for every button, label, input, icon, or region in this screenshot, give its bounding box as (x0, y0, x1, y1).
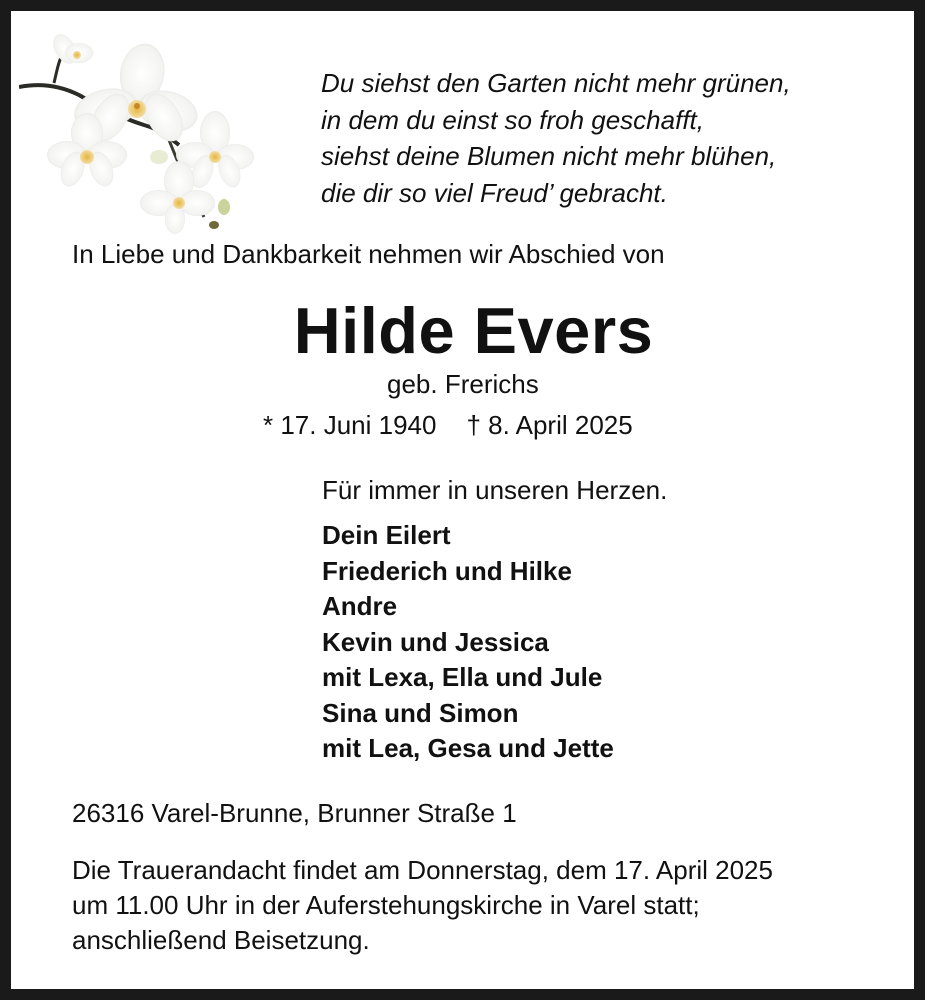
service-line: um 11.00 Uhr in der Auferstehungskirche in Varel statt; (72, 890, 700, 920)
family-member: Andre (322, 591, 398, 621)
deceased-name: Hilde Evers (293, 294, 654, 367)
birth-date: * 17. Juni 1940 (263, 410, 437, 440)
family-member: Kevin und Jessica (322, 626, 549, 657)
maiden-name: geb. Frerichs (387, 369, 539, 399)
family-member: mit Lexa, Ella und Jule (322, 662, 603, 692)
intro-text: In Liebe und Dankbarkeit nehmen wir Abschied von (72, 239, 665, 269)
family-member: Dein Eilert (322, 520, 451, 550)
orchid-branch-image (19, 25, 259, 235)
poem-line: die dir so viel Freud’ gebracht. (321, 177, 668, 208)
address: 26316 Varel-Brunne, Brunner Straße 1 (72, 798, 517, 828)
family-member: Sina und Simon (322, 697, 519, 728)
family-member: Friederich und Hilke (322, 555, 572, 586)
death-date: † 8. April 2025 (466, 410, 633, 440)
service-line: Die Trauerandacht findet am Donnerstag, dem 17. April 2025 (72, 855, 773, 885)
service-info (72, 853, 773, 958)
poem-line: Du siehst den Garten nicht mehr grünen, (321, 68, 791, 98)
poem-line: siehst deine Blumen nicht mehr blühen, (321, 141, 777, 171)
life-dates (263, 408, 633, 442)
motto-text: Für immer in unseren Herzen. (322, 475, 668, 505)
service-line: anschließend Beisetzung. (72, 925, 370, 955)
poem (321, 65, 791, 211)
poem-line: in dem du einst so froh geschafft, (321, 104, 704, 135)
family-list (322, 518, 614, 767)
family-member: mit Lea, Gesa und Jette (322, 733, 614, 763)
